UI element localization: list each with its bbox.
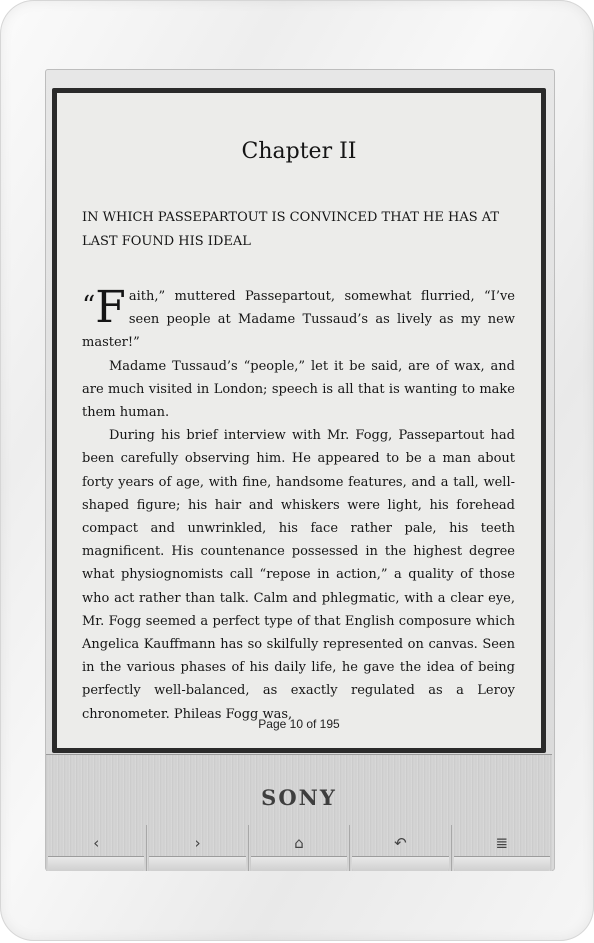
paragraph: During his brief interview with Mr. Fogg, Passepartout had been carefully observing him. He appeared to be a man about forty years of age, with fine, handsome features, and a tall, well-shaped figure; his hair and whiskers were light, his forehead compact and unwrinkled, his face rather pale, his teeth magnificent. His countenance possessed in the highest degree what physiognomists call “repose in action,” a quality of those who act rather than talk. Calm and phlegmatic, with a clear eye, Mr. Fogg seemed a perfect type of that English composure which Angelica Kauffmann has so skilfully represented on canvas. Seen in the various phases of his daily life, he gave the idea of being perfectly well-balanced, as exactly regulated as a Leroy chronometer. Phileas Fogg was, [82, 428, 515, 722]
next-page-button[interactable] [147, 825, 248, 871]
back-button[interactable] [350, 825, 451, 871]
chapter-title: Chapter II [241, 139, 357, 164]
brand-logo: SONY [261, 785, 337, 810]
page-text [82, 282, 515, 726]
home-button[interactable] [249, 825, 350, 871]
drop-cap: “F [82, 282, 126, 333]
hardware-buttons [46, 825, 552, 871]
home-icon: ⌂ [294, 834, 304, 852]
chapter-subtitle: IN WHICH PASSEPARTOUT IS CONVINCED THAT HE HAS AT LAST FOUND HIS IDEAL [82, 210, 500, 249]
chevron-left-icon: ‹ [93, 834, 100, 852]
control-panel [46, 754, 552, 871]
eink-screen[interactable] [57, 93, 541, 748]
page-indicator: Page 10 of 195 [258, 717, 340, 731]
back-arrow-icon: ↶ [394, 834, 407, 852]
menu-icon: ≣ [495, 834, 509, 852]
paragraph: Madame Tussaud’s “people,” let it be said, are of wax, and are much visited in London; speech is all that is wanting to make them human. [82, 358, 515, 421]
previous-page-button[interactable] [46, 825, 147, 871]
paragraph: “F aith,” muttered Passepartout, somewhat flurried, “I’ve seen people at Madame Tussaud’s as lively as my new master!” [82, 282, 515, 351]
menu-button[interactable] [452, 825, 552, 871]
chevron-right-icon: › [194, 834, 201, 852]
